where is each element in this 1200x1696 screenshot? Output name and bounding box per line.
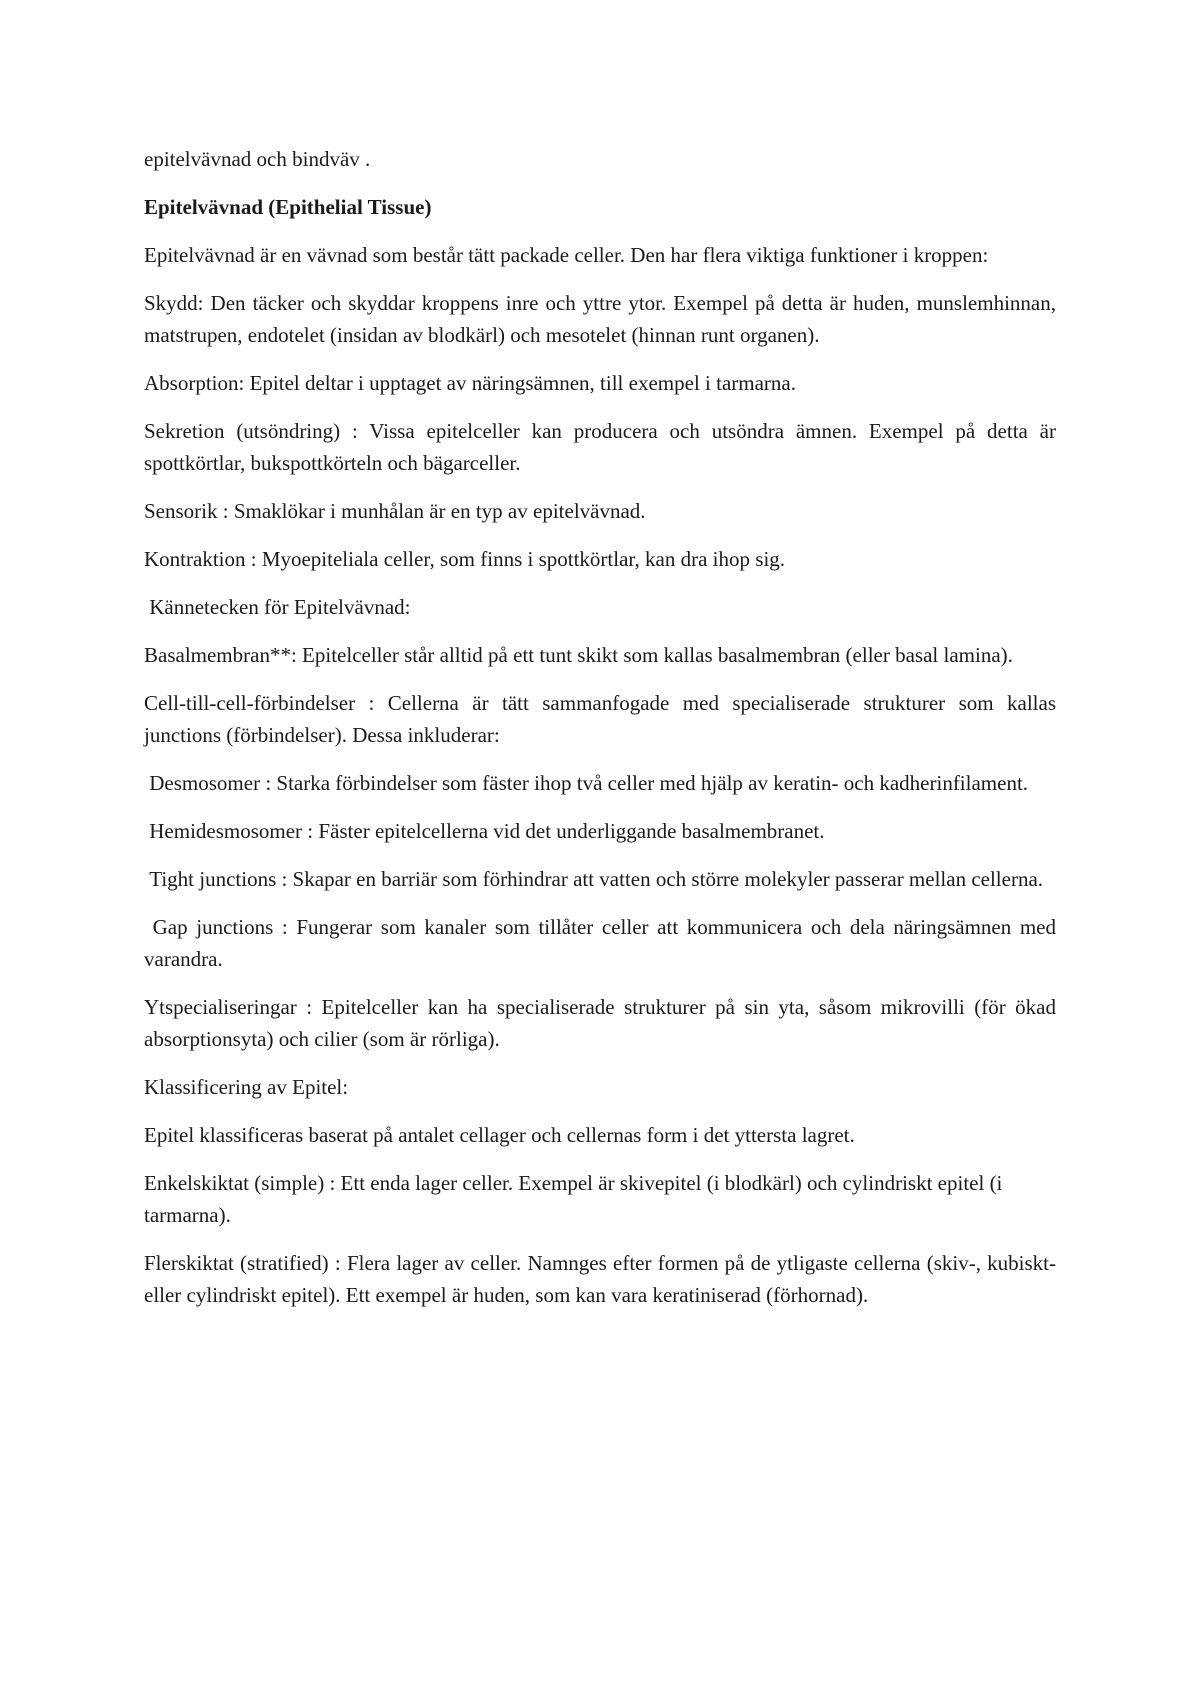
paragraph-hemidesmosomes: Hemidesmosomer : Fäster epitelcellerna vid det underliggande basalmembranet. — [144, 819, 825, 843]
paragraph-definition: Epitelvävnad är en vävnad som består tätt packade celler. Den har flera viktiga funktioner i kroppen: — [144, 243, 989, 267]
subheading-characteristics: Kännetecken för Epitelvävnad: — [144, 595, 411, 619]
paragraph-basement-membrane: Basalmembran**: Epitelceller står alltid på ett tunt skikt som kallas basalmembran (eller basal lamina). — [144, 643, 1013, 667]
paragraph-desmosomes: Desmosomer : Starka förbindelser som fäster ihop två celler med hjälp av keratin- och kadherinfilament. — [144, 771, 1029, 795]
document-page — [144, 143, 1062, 1327]
paragraph-contraction: Kontraktion : Myoepiteliala celler, som finns i spottkörtlar, kan dra ihop sig. — [144, 547, 786, 571]
paragraph-simple-epithelium: Enkelskiktat (simple) : Ett enda lager celler. Exempel är skivepitel (i blodkärl) och cylindriskt epitel (i tarmarna). — [144, 1171, 1003, 1227]
paragraph-stratified-epithelium: Flerskiktat (stratified) : Flera lager av celler. Namnges efter formen på de ytligaste cellerna (skiv-, kubiskt- eller cylindriskt epitel). Ett exempel är huden, som kan vara keratiniserad (förhornad). — [144, 1251, 1056, 1307]
paragraph-surface-specializations: Ytspecialiseringar : Epitelceller kan ha specialiserade strukturer på sin yta, såsom mikrovilli (för ökad absorptionsyta) och cilier (som är rörliga). — [144, 995, 1056, 1051]
paragraph-absorption: Absorption: Epitel deltar i upptaget av näringsämnen, till exempel i tarmarna. — [144, 371, 796, 395]
paragraph-gap-junctions: Gap junctions : Fungerar som kanaler som tillåter celler att kommunicera och dela näringsämnen med varandra. — [144, 915, 1062, 971]
section-heading-epithelial-tissue: Epitelvävnad (Epithelial Tissue) — [144, 195, 432, 219]
paragraph-tight-junctions: Tight junctions : Skapar en barriär som förhindrar att vatten och större molekyler passerar mellan cellerna. — [144, 867, 1044, 891]
intro-line: epitelvävnad och bindväv . — [144, 147, 371, 171]
paragraph-classification-basis: Epitel klassificeras baserat på antalet cellager och cellernas form i det yttersta lagret. — [144, 1123, 855, 1147]
paragraph-cell-junctions: Cell-till-cell-förbindelser : Cellerna är tätt sammanfogade med specialiserade strukturer som kallas junctions (förbindelser). Dessa inkluderar: — [144, 691, 1056, 747]
paragraph-protection: Skydd: Den täcker och skyddar kroppens inre och yttre ytor. Exempel på detta är huden, munslemhinnan, matstrupen, endotelet (insidan av blodkärl) och mesotelet (hinnan runt organen). — [144, 291, 1056, 347]
paragraph-secretion: Sekretion (utsöndring) : Vissa epitelceller kan producera och utsöndra ämnen. Exempel på detta är spottkörtlar, bukspottkörteln och bägarceller. — [144, 419, 1056, 475]
subheading-classification: Klassificering av Epitel: — [144, 1075, 349, 1099]
paragraph-sensory: Sensorik : Smaklökar i munhålan är en typ av epitelvävnad. — [144, 499, 646, 523]
